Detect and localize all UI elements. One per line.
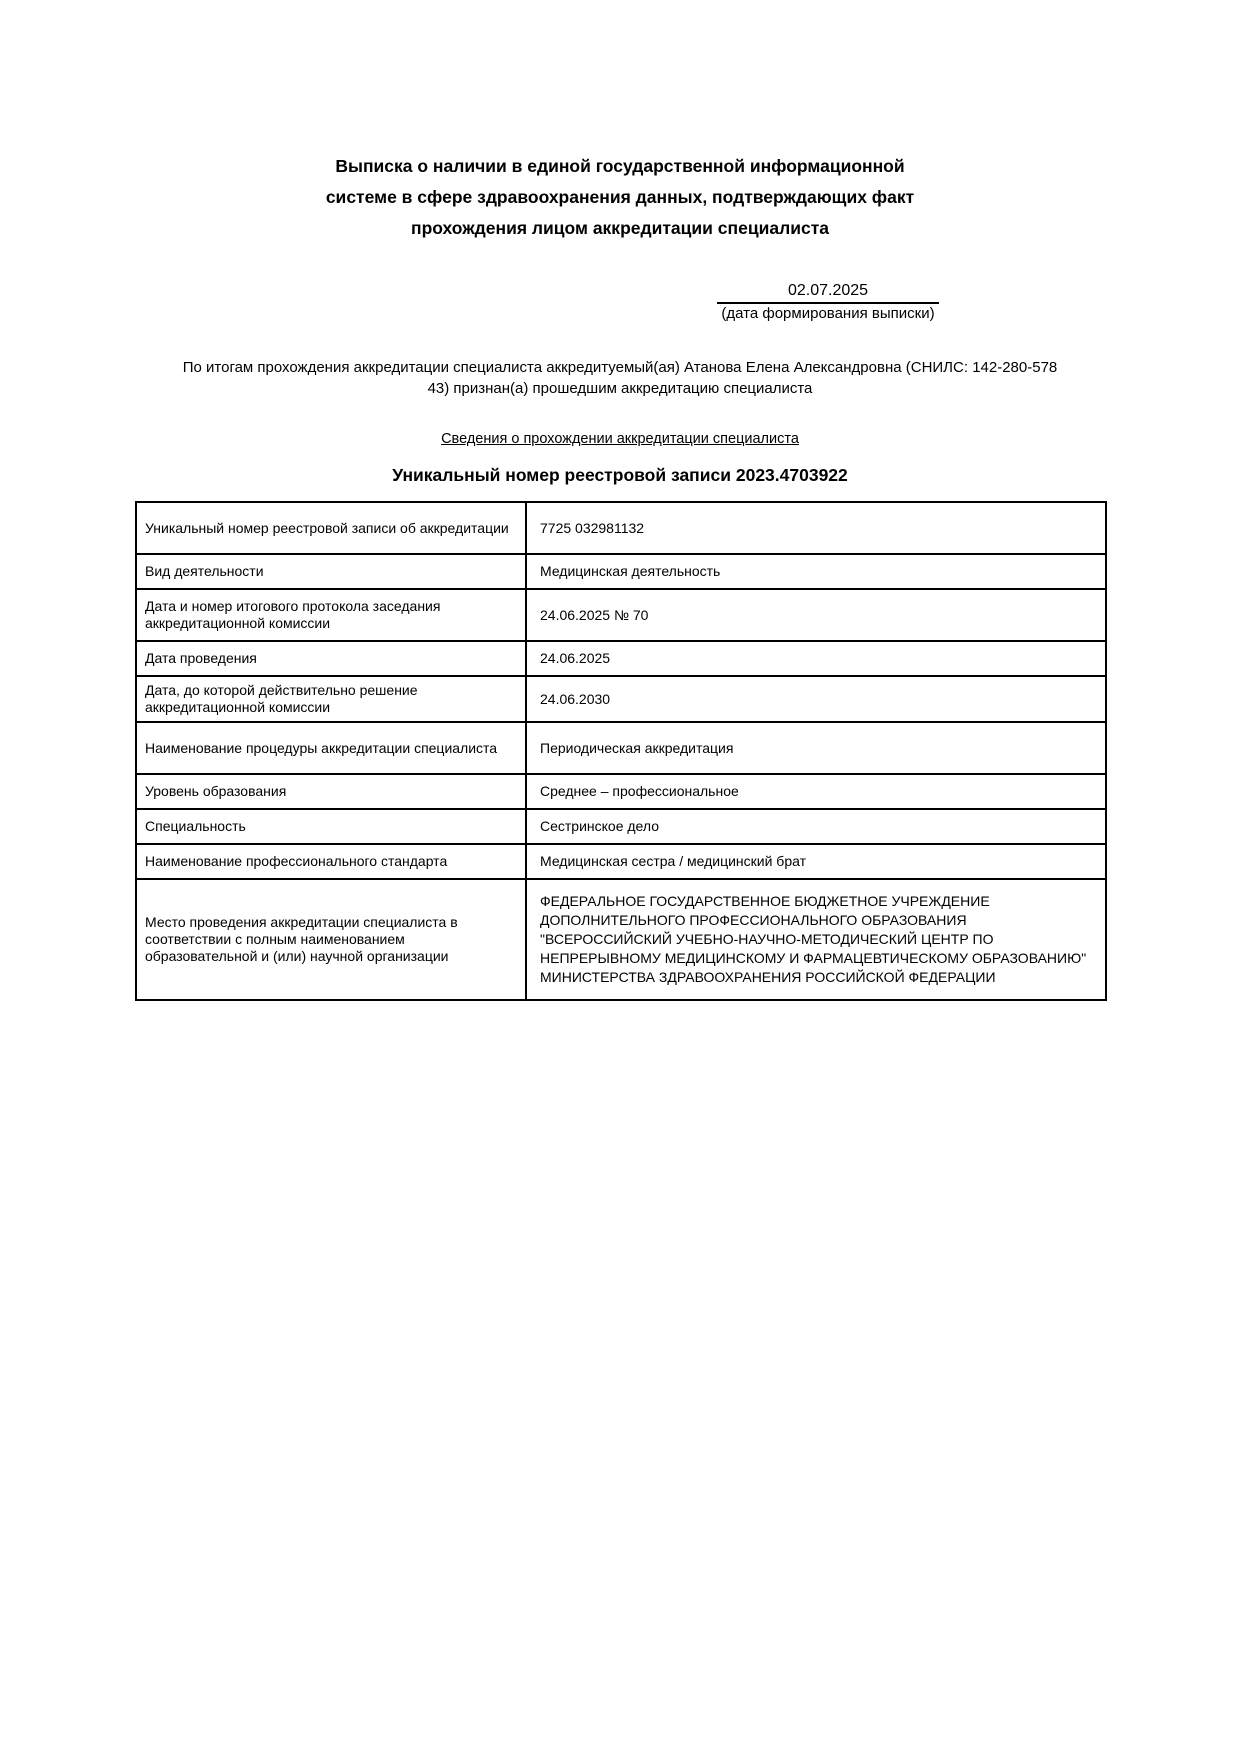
row-label: Уровень образования bbox=[136, 774, 526, 809]
accreditation-table bbox=[135, 501, 1107, 1001]
document-title-line: Выписка о наличии в единой государственной информационной bbox=[335, 156, 905, 176]
intro-paragraph-line: По итогам прохождения аккредитации специалиста аккредитуемый(ая) Атанова Елена Александровна (СНИЛС: 142-280-578 bbox=[182, 359, 1058, 376]
table-row bbox=[136, 676, 1106, 722]
row-label: Дата и номер итогового протокола заседания аккредитационной комиссии bbox=[136, 589, 526, 641]
document-title bbox=[0, 0, 1240, 244]
table-row bbox=[136, 589, 1106, 641]
table-row bbox=[136, 844, 1106, 879]
row-label: Наименование профессионального стандарта bbox=[136, 844, 526, 879]
row-value: 24.06.2025 bbox=[526, 641, 1106, 676]
row-value: 7725 032981132 bbox=[526, 502, 1106, 554]
table-row bbox=[136, 641, 1106, 676]
row-value: Периодическая аккредитация bbox=[526, 722, 1106, 774]
row-label: Специальность bbox=[136, 809, 526, 844]
table-row bbox=[136, 502, 1106, 554]
section-heading: Сведения о прохождении аккредитации специалиста bbox=[441, 431, 799, 447]
formation-date-block bbox=[717, 281, 939, 323]
table-row bbox=[136, 809, 1106, 844]
row-label: Вид деятельности bbox=[136, 554, 526, 589]
table-row bbox=[136, 774, 1106, 809]
intro-paragraph bbox=[0, 357, 1240, 399]
row-value: Медицинская сестра / медицинский брат bbox=[526, 844, 1106, 879]
document-title-line: системе в сфере здравоохранения данных, подтверждающих факт bbox=[325, 187, 915, 207]
formation-date-caption: (дата формирования выписки) bbox=[721, 305, 935, 322]
row-value: 24.06.2025 № 70 bbox=[526, 589, 1106, 641]
row-label: Дата проведения bbox=[136, 641, 526, 676]
table-row bbox=[136, 554, 1106, 589]
row-value: Сестринское дело bbox=[526, 809, 1106, 844]
table-row bbox=[136, 722, 1106, 774]
row-label: Уникальный номер реестровой записи об аккредитации bbox=[136, 502, 526, 554]
formation-date-value: 02.07.2025 bbox=[717, 281, 939, 304]
table-row bbox=[136, 879, 1106, 1000]
row-label: Наименование процедуры аккредитации специалиста bbox=[136, 722, 526, 774]
row-value: ФЕДЕРАЛЬНОЕ ГОСУДАРСТВЕННОЕ БЮДЖЕТНОЕ УЧРЕЖДЕНИЕ ДОПОЛНИТЕЛЬНОГО ПРОФЕССИОНАЛЬНОГО ОБРАЗОВАНИЯ "ВСЕРОССИЙСКИЙ УЧЕБНО-НАУЧНО-МЕТОДИЧЕСКИЙ ЦЕНТР ПО НЕПРЕРЫВНОМУ МЕДИЦИНСКОМУ И ФАРМАЦЕВТИЧЕСКОМУ ОБРАЗОВАНИЮ" МИНИСТЕРСТВА ЗДРАВООХРАНЕНИЯ РОССИЙСКОЙ ФЕДЕРАЦИИ bbox=[526, 879, 1106, 1000]
row-value: Среднее – профессиональное bbox=[526, 774, 1106, 809]
row-value: 24.06.2030 bbox=[526, 676, 1106, 722]
registry-number-line: Уникальный номер реестровой записи 2023.4703922 bbox=[392, 465, 848, 485]
intro-paragraph-line: 43) признан(а) прошедшим аккредитацию специалиста bbox=[427, 380, 813, 397]
row-label: Дата, до которой действительно решение аккредитационной комиссии bbox=[136, 676, 526, 722]
row-value: Медицинская деятельность bbox=[526, 554, 1106, 589]
row-label: Место проведения аккредитации специалиста в соответствии с полным наименованием образовательной и (или) научной организации bbox=[136, 879, 526, 1000]
document-title-line: прохождения лицом аккредитации специалиста bbox=[411, 218, 829, 238]
